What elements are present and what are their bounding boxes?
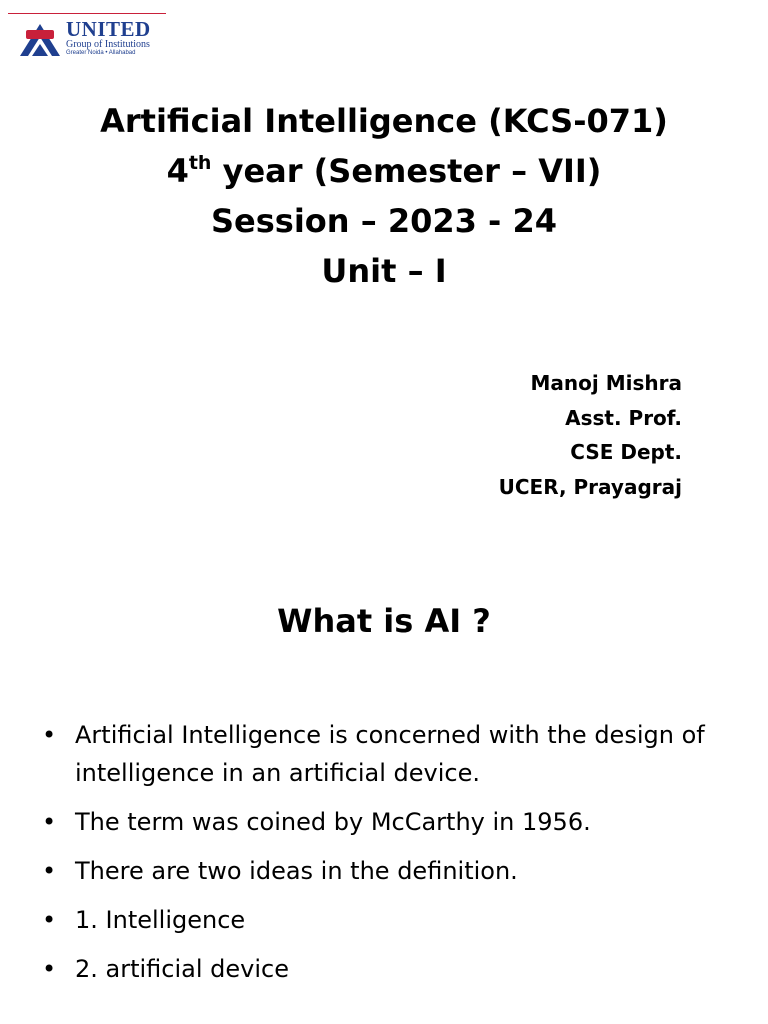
united-logo-mark-icon (18, 18, 62, 58)
unit: Unit – I (321, 252, 447, 290)
author-designation: Asst. Prof. (565, 405, 682, 430)
course-title-block (0, 96, 768, 296)
list-item (40, 803, 740, 841)
logo-subtitle: Group of Institutions (66, 39, 150, 50)
bullet-icon: • (42, 808, 57, 836)
list-item (40, 716, 740, 792)
year-rest: year (Semester – VII) (211, 152, 602, 190)
year-suffix: th (188, 152, 212, 174)
what-is-ai-slide (0, 570, 768, 1024)
bullet-text: 2. artificial device (75, 955, 289, 983)
author-name: Manoj Mishra (530, 371, 682, 395)
logo-divider (8, 13, 166, 14)
author-block (499, 366, 682, 504)
list-item (40, 901, 740, 939)
slide-title: What is AI ? (277, 602, 491, 640)
united-logo (18, 18, 168, 62)
course-title: Artificial Intelligence (KCS-071) (100, 102, 668, 140)
year-semester (0, 146, 768, 196)
bullet-icon: • (42, 906, 57, 934)
bullet-text: The term was coined by McCarthy in 1956. (75, 808, 591, 836)
bullet-text: Artificial Intelligence is concerned with the design of intelligence in an artificial device. (75, 721, 705, 787)
year-number: 4 (166, 152, 189, 190)
list-item (40, 852, 740, 890)
logo-name: UNITED (66, 17, 151, 41)
author-department: CSE Dept. (570, 440, 682, 464)
session: Session – 2023 - 24 (210, 202, 557, 240)
bullet-text: There are two ideas in the definition. (75, 857, 518, 885)
bullet-text: 1. Intelligence (75, 906, 246, 934)
author-institute: UCER, Prayagraj (498, 474, 682, 499)
list-item (40, 950, 740, 988)
bullet-icon: • (42, 955, 57, 983)
bullet-icon: • (42, 721, 57, 749)
bullet-icon: • (42, 857, 57, 885)
bullet-list (40, 716, 740, 999)
logo-location: Greater Noida • Allahabad (66, 50, 136, 56)
